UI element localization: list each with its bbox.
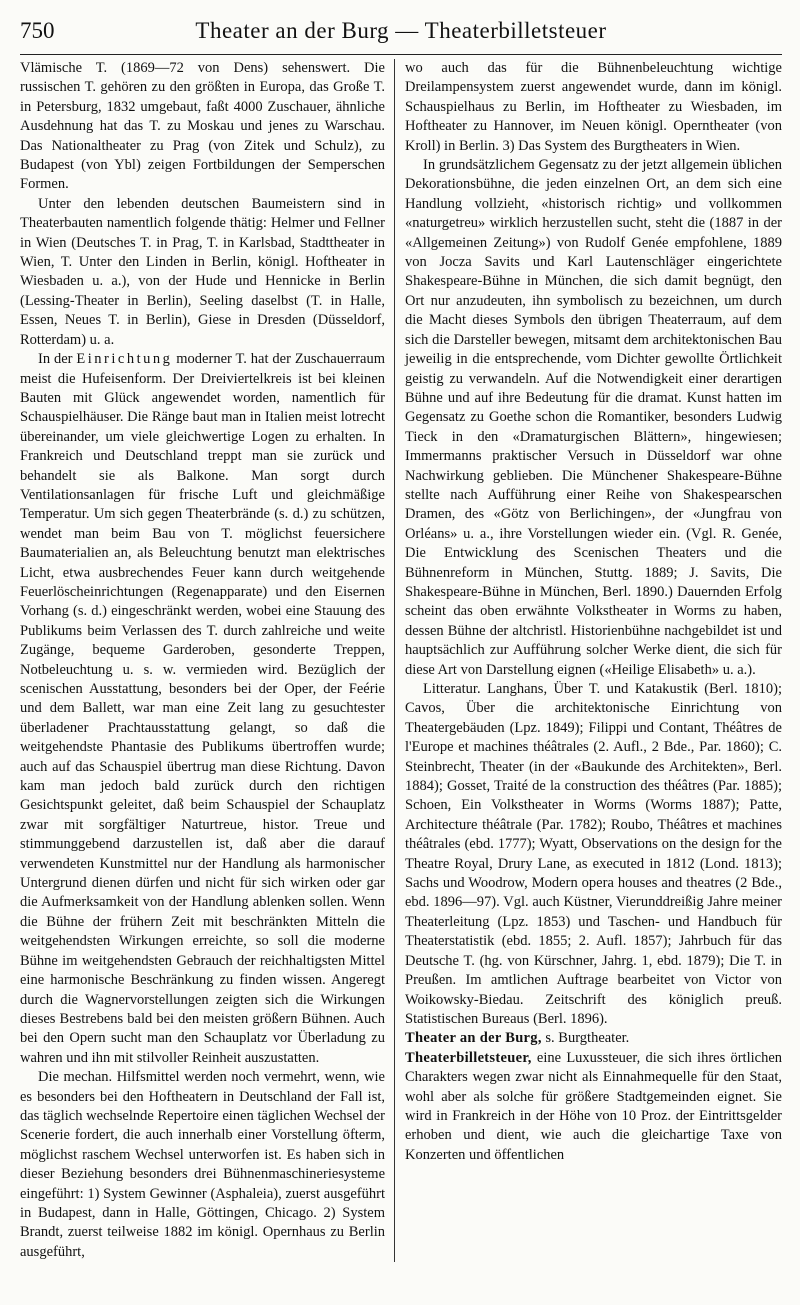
paragraph: [20, 350, 385, 1068]
page-number: 750: [20, 18, 55, 43]
entry-text: s. Burgtheater.: [541, 1030, 630, 1047]
entry-text: eine Luxussteuer, die sich ihres örtlichen Charakters wegen zwar nicht als Einnahmequelle für den Staat, wohl aber als solche für größere Stadtgemeinden eignet. Sie wird in Frankreich in der Höhe von 10 Proz. der Eintrittsgelder erhoben und dient, wie auch die gleichartige Taxe von Konzerten und öffentlichen: [405, 1049, 782, 1163]
dictionary-entry: [405, 1049, 782, 1165]
text-run: moderner T. hat der Zuschauerraum meist die Hufeisenform. Der Dreiviertelkreis ist bei kleinen Bauten mit Glück angewendet worden, namentlich für Schauspielhäuser. Die Ränge baut man in Italien meist lotrecht übereinander, um viele gleichwertige Logen zu erhalten. In Frankreich und Deutschland treppt man sie zurück und behandelt sie als Balkone. Man sorgt durch Ventilationsanlagen für frische Luft und gleichmäßige Temperatur. Um sich gegen Theaterbrände (s. d.) zu schützen, wendet man beim Bau von T. möglichst feuersichere Baumaterialien an, als Beleuchtung benutzt man elektrisches Licht, etwa ausbrechendes Feuer kann durch weitgehende Feuerlöscheinrichtungen (Regenapparate) und den Eisernen Vorhang (s. d.) eingeschränkt werden, wobei eine Stauung des Publikums beim Verlassen des T. durch zahlreiche und weite Zugänge, bequeme Garderoben, gesonderte Treppen, Notbeleuchtung u. s. w. vermieden wird. Bezüglich der scenischen Ausstattung, besonders bei der Oper, der Feérie und dem Ballett, war man eine Zeit lang zu gesuchtester überladener Prachtausstattung gelangt, so daß die weitgehendste Phantasie des Publikums übertroffen wurde; auch auf das Schauspiel übertrug man diese Richtung. Davon kam man jedoch bald zurück durch den richtigen Gesichtspunkt geleitet, daß beim Schauspiel der Schauplatz zwar mit sorgfältiger Naturtreue, histor. Treue und stimmunggebend darzustellen ist, daß aber die darauf verwendeten Kunstmittel nur der Handlung als harmonischer Untergrund dienen dürfen und nicht für sich wirken oder gar die Aufmerksamkeit von der Handlung ablenken sollen. Wenn die Bühne der frühern Zeit mit beschränkten Mitteln die weitgehendsten Wirkungen erreichte, so soll die moderne Bühne im weitgehendsten Gebrauch der reichhaltigsten Mittel eine harmonische Beschränkung zu finden wissen. Angeregt durch die Wagnervorstellungen zeigten sich die Wirkungen dieses Bestrebens bald bei den meisten größern Bühnen. Auch bei den Opern sucht man den Schauplatz vor Überladung zu wahren und ihn mit stilvoller Reinheit auszustatten.: [20, 351, 386, 1066]
dictionary-entry: [405, 1029, 782, 1048]
spaced-term: Einrichtung: [76, 351, 173, 368]
paragraph: Unter den lebenden deutschen Baumeistern sind in Theaterbauten namentlich folgende thätig: Helmer und Fellner in Wien (Deutsches T. in Prag, T. in Karlsbad, Stadttheater in Wien, T. Unter den Linden in Berlin, königl. Hoftheater in Wiesbaden u. a.), von der Hude und Hennicke in Berlin (Lessing-Theater in Berlin), Seeling daselbst (T. in Halle, Essen, Neues T. in Berlin), Giese in Dresden (Düsseldorf, Rotterdam) u. a.: [20, 195, 385, 348]
page-header: [20, 18, 782, 55]
paragraph: wo auch das für die Bühnenbeleuchtung wichtige Dreilampensystem zuerst angewendet wurde, dann im königl. Schauspielhaus zu Berlin, im Hoftheater zu Wiesbaden, im Hoftheater zu Hannover, im Neuen königl. Operntheater (von Kroll) in Berlin. 3) Das System des Burgtheaters in Wien.: [405, 60, 782, 154]
running-title: Theater an der Burg — Theaterbilletsteuer: [195, 18, 607, 43]
entry-headword: Theaterbilletsteuer,: [405, 1049, 532, 1066]
text-columns: [20, 59, 782, 1262]
entry-headword: Theater an der Burg,: [405, 1030, 542, 1047]
paragraph: Vlämische T. (1869—72 von Dens) sehenswert. Die russischen T. gehören zu den größten in Europa, das Große T. in Petersburg, 1832 umgebaut, faßt 4000 Zuschauer, ähnliche Ausdehnung hat das T. zu Moskau und jenes zu Warschau. Das Nationaltheater zu Prag (von Zitek und Schulz), zu Budapest (von Ybl) zeigen Fortbildungen der Semperschen Formen.: [20, 60, 385, 193]
right-column: [395, 59, 782, 1262]
text-run: In der: [38, 351, 77, 368]
left-column: [20, 59, 395, 1262]
paragraph: Die mechan. Hilfsmittel werden noch vermehrt, wenn, wie es besonders bei den Hoftheatern in Deutschland der Fall ist, das täglich wechselnde Repertoire einen täglichen Wechsel der Scenerie fordert, die auch innerhalb einer Vorstellung öfterm, möglichst raschem Wechsel unterworfen ist. Es haben sich in dieser Beziehung besonders drei Bühnenmaschineriesysteme eingeführt: 1) System Gewinner (Asphaleia), zuerst ausgeführt in Budapest, dann in Halle, Göttingen, Chicago. 2) System Brandt, zuerst teilweise 1882 im königl. Opernhaus zu Berlin ausgeführt,: [20, 1069, 385, 1260]
paragraph: In grundsätzlichem Gegensatz zu der jetzt allgemein üblichen Dekorationsbühne, die jeden einzelnen Ort, an dem sich eine Handlung vollzieht, «historisch richtig» und vollkommen «naturgetreu» wirklich herzustellen sucht, steht die (1887 in der «Allgemeinen Zeitung») von Rudolf Genée empfohlene, 1889 von Jocza Savits und Karl Lautenschläger eingerichtete Shakespeare-Bühne in München, die sich damit begnügt, den Ort nur anzudeuten, ihn symbolisch zu bezeichnen, um durch die Macht dieses Symbols den übrigen Theaterraum, auf dem sich die Darsteller bewegen, mitsamt dem architektonischen Bau jeweilig in die entsprechende, vom Dichter gewollte Örtlichkeit geistig zu verwandeln. Auf die Notwendigkeit einer derartigen Bühne und auf ihre Bedeutung für die dramat. Kunst hatten im Gegensatz zu Goethe schon die Romantiker, besonders Ludwig Tieck in den «Dramaturgischen Blättern», hingewiesen; Immermanns praktischer Versuch in Düsseldorf war ohne Nachwirkung geblieben. Die Münchener Shakespeare-Bühne stellte nach Aufführung einer Reihe von Shakespearschen Dramen, des «Götz von Berlichingen», der «Jungfrau von Orléans» u. a., ihre Vorstellungen wieder ein. (Vgl. R. Genée, Die Entwicklung des Scenischen Theaters und die Bühnenreform in München, Stuttg. 1889; J. Savits, Die Shakespeare-Bühne in München, Berl. 1890.) Dauernden Erfolg scheint das oben erwähnte Volkstheater in Worms zu haben, dessen Bühne der altchristl. Historienbühne nachgebildet ist und hauptsächlich zur Aufführung solcher Werke dient, die sich für diese Art von Darstellung eignen («Heilige Elisabeth» u. a.).: [405, 157, 782, 678]
bibliography: Litteratur. Langhans, Über T. und Katakustik (Berl. 1810); Cavos, Über die architektonische Einrichtung von Theatergebäuden (Lpz. 1849); Filippi und Contant, Théâtres de l'Europe et machines théâtrales (2. Aufl., 2 Bde., Par. 1860); C. Steinbrecht, Theater (in der «Baukunde des Architekten», Berl. 1884); Gosset, Traité de la construction des théâtres (Par. 1885); Schoen, Ein Volkstheater in Worms (Worms 1887); Patte, Architecture théâtrale (Par. 1782); Roubo, Théâtres et machines théâtrales (ebd. 1777); Wyatt, Observations on the design for the Theatre Royal, Drury Lane, as executed in 1812 (Lond. 1813); Sachs und Woodrow, Modern opera houses and theatres (2 Bde., ebd. 1896—97). Vgl. auch Küstner, Vierunddreißig Jahre meiner Theaterleitung (Lpz. 1853) und Taschen- und Handbuch für Theaterstatistik (ebd. 1855; 2. Aufl. 1857); Jahrbuch für das Deutsche T. (hg. von Kürschner, Jahrg. 1, ebd. 1879); Die T. in Preußen. Im amtlichen Auftrage bearbeitet von Victor von Woikowsky-Biedau. Zeitschrift des königlich preuß. Statistischen Bureaus (Berl. 1896).: [405, 681, 782, 1027]
